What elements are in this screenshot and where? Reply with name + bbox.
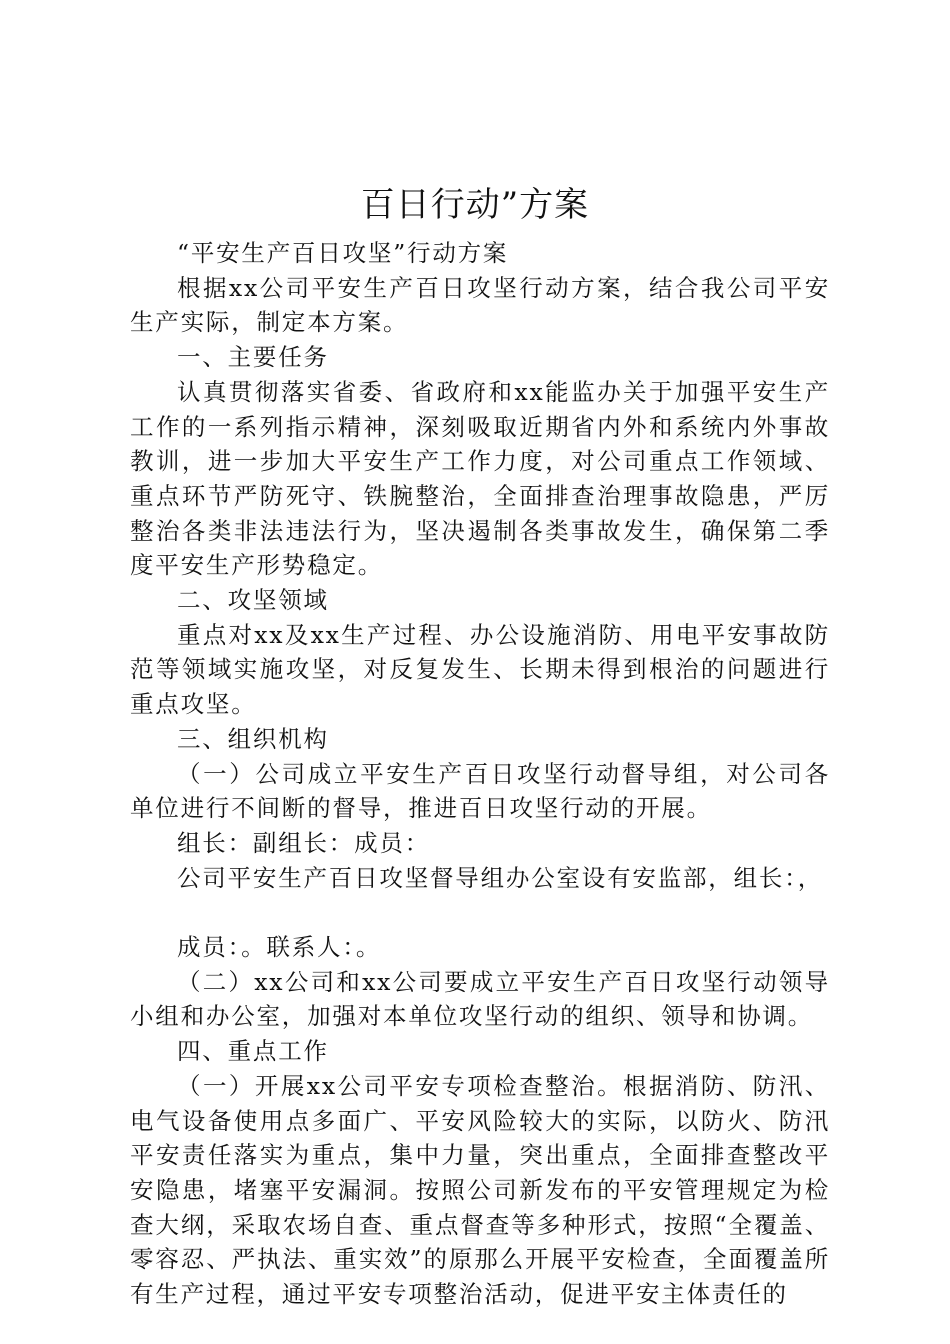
paragraph-office: 公司平安生产百日攻坚督导组办公室设有安监部，组长：， — [177, 863, 824, 892]
paragraph-organization-2: （二）xx公司和xx公司要成立平安生产百日攻坚行动领导小组和办公室，加强对本单位攻坚行动的组织、领导和协调。 — [130, 967, 830, 1031]
paragraph-key-work-1: （一）开展xx公司平安专项检查整治。根据消防、防汛、电气设备使用点多面广、平安风险较大的实际，以防火、防汛平安责任落实为重点，集中力量，突出重点，全面排查整改平安隐患，堵塞平安漏洞。按照公司新发布的平安管理规定为检查大纲，采取农场自查、重点督查等多种形式，按照“全覆盖、零容忍、严执法、重实效”的原那么开展平安检查，全面覆盖所有生产过程，通过平安专项整治活动，促进平安主体责任的 — [130, 1071, 830, 1309]
document-title: 百日行动”方案 — [360, 185, 590, 225]
paragraph-intro: 根据xx公司平安生产百日攻坚行动方案，结合我公司平安生产实际，制定本方案。 — [130, 273, 830, 337]
heading-organization: 三、组织机构 — [177, 724, 329, 753]
document-body — [130, 236, 830, 1312]
paragraph-group-members: 组长：副组长：成员： — [177, 828, 430, 857]
paragraph-key-areas: 重点对xx及xx生产过程、办公设施消防、用电平安事故防范等领域实施攻坚，对反复发生、长期未得到根治的问题进行重点攻坚。 — [130, 620, 830, 719]
heading-key-areas: 二、攻坚领域 — [177, 586, 329, 615]
heading-key-work: 四、重点工作 — [177, 1037, 329, 1066]
paragraph-contact: 成员：。联系人：。 — [177, 933, 382, 962]
paragraph-main-tasks: 认真贯彻落实省委、省政府和xx能监办关于加强平安生产工作的一系列指示精神，深刻吸取近期省内外和系统内外事故教训，进一步加大平安生产工作力度，对公司重点工作领域、重点环节严防死守、铁腕整治，全面排查治理事故隐患，严厉整治各类非法违法行为，坚决遏制各类事故发生，确保第二季度平安生产形势稳定。 — [130, 377, 830, 580]
paragraph-subtitle: “平安生产百日攻坚”行动方案 — [177, 239, 509, 267]
paragraph-organization-1: （一）公司成立平安生产百日攻坚行动督导组，对公司各单位进行不间断的督导，推进百日攻坚行动的开展。 — [130, 759, 830, 823]
heading-main-tasks: 一、主要任务 — [177, 343, 329, 372]
